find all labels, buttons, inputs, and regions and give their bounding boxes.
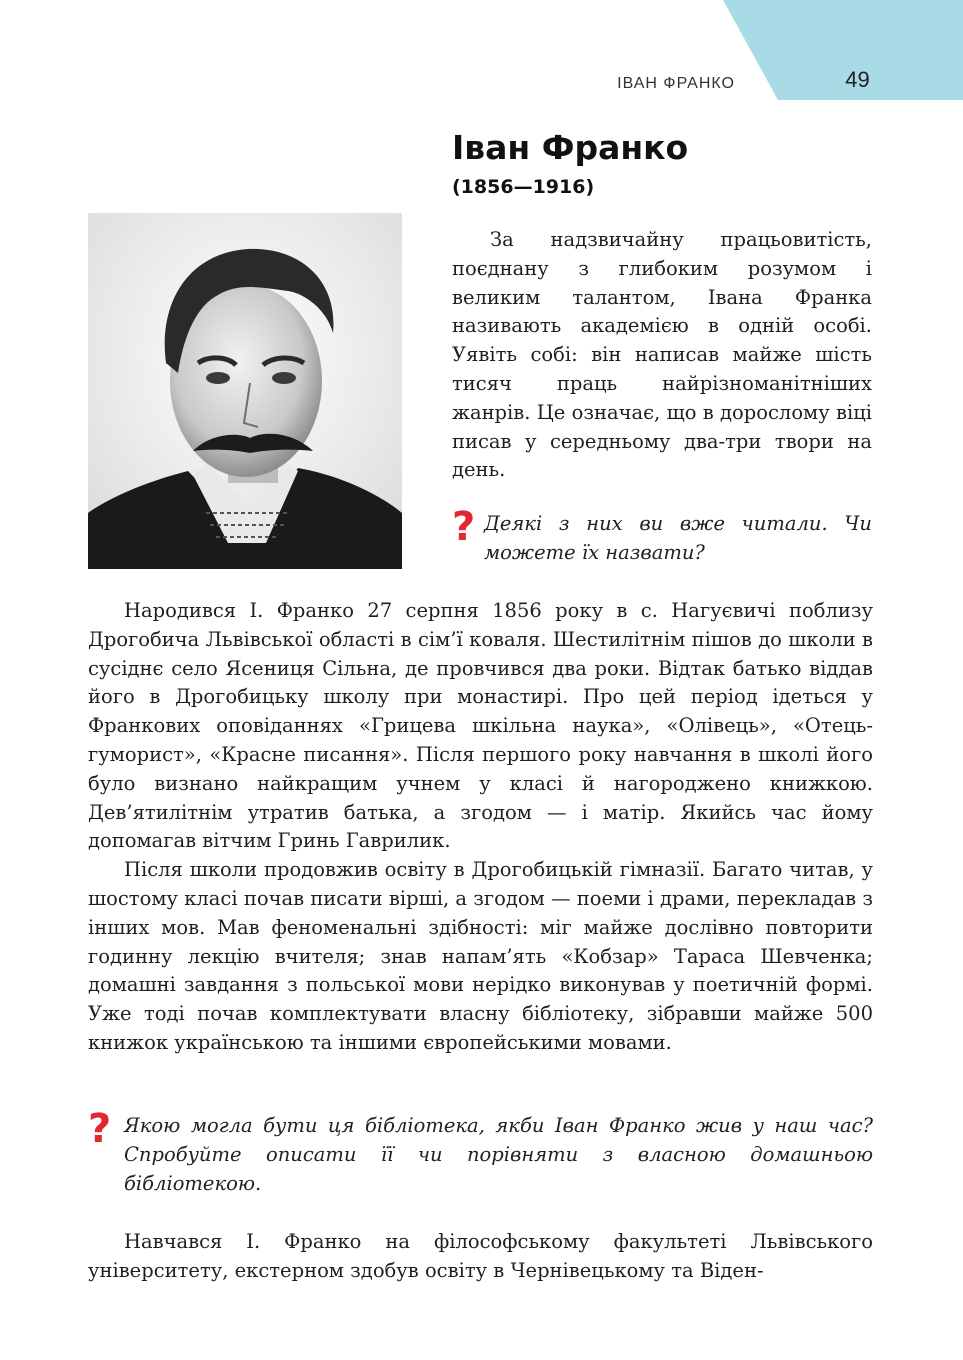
life-years: (1856—1916) [452, 176, 595, 198]
paragraph-university: Навчався І. Франко на філософському факультеті Львівського університету, екстерном здобув освіту в Чернівецькому та Віден- [88, 1230, 873, 1282]
paragraph-gymnasium: Після школи продовжив освіту в Дрогобицькій гімназії. Багато читав, у шостому класі почав писати вірші, а згодом — поеми і драми, перекладав з інших мов. Мав феноменальні здібності: міг майже дослівно повторити годинну лекцію вчителя; знав напам’ять «Кобзар» Тараса Шевченка; домашні завдання з польської мови нерідко виконував у поетичній формі. Уже тоді почав комплектувати власну бібліотеку, зібравши майже 500 книжок українською та іншими європейськими мовами. [88, 858, 873, 1054]
question-mark-icon: ? [88, 1106, 112, 1152]
question-text-1: Деякі з них ви вже читали. Чи можете їх назвати? [484, 512, 872, 564]
intro-block [452, 226, 872, 485]
paragraph-birth: Народився І. Франко 27 серпня 1856 року в с. Нагуєвичі поблизу Дрогобича Львівської області в сім’ї коваля. Шестилітнім пішов до школи в сусіднє село Ясениця Сільна, де провчився два роки. Відтак батько віддав його в Дрогобицьку школу при монастирі. Про цей період ідеться у Франкових оповіданнях «Грицева шкільна наука», «Олівець», «Отець-гуморист», «Красне писання». Після першого року навчання в школі його було визнано найкращим учнем у класі й нагороджено книжкою. Дев’ятилітнім утратив батька, а згодом — і матір. Якийсь час йому допомагав вітчим Гринь Гаврилик. [88, 599, 873, 853]
question-text-2: Якою могла бути ця бібліотека, якби Іван Франко жив у наш час? Спробуйте описати її чи порівняти з власною домашньою бібліотекою. [124, 1114, 873, 1195]
question-box-2 [88, 1106, 873, 1198]
running-head: ІВАН ФРАНКО [617, 75, 735, 92]
page-title: Іван Франко [452, 128, 689, 167]
portrait-image [88, 213, 402, 569]
page-number: 49 [845, 67, 870, 92]
intro-paragraph: За надзвичайну працьовитість, поєднану з глибоким розумом і великим талантом, Івана Франка називають академією в одній особі. Уявіть собі: він написав майже шість тисяч праць найрізноманітніших жанрів. Це означає, що в дорослому віці писав у середньому два-три твори на день. [452, 228, 872, 482]
question-box-1 [452, 504, 872, 568]
biography-text-2 [88, 1228, 873, 1286]
biography-text-1 [88, 597, 873, 1058]
question-mark-icon: ? [452, 504, 476, 550]
